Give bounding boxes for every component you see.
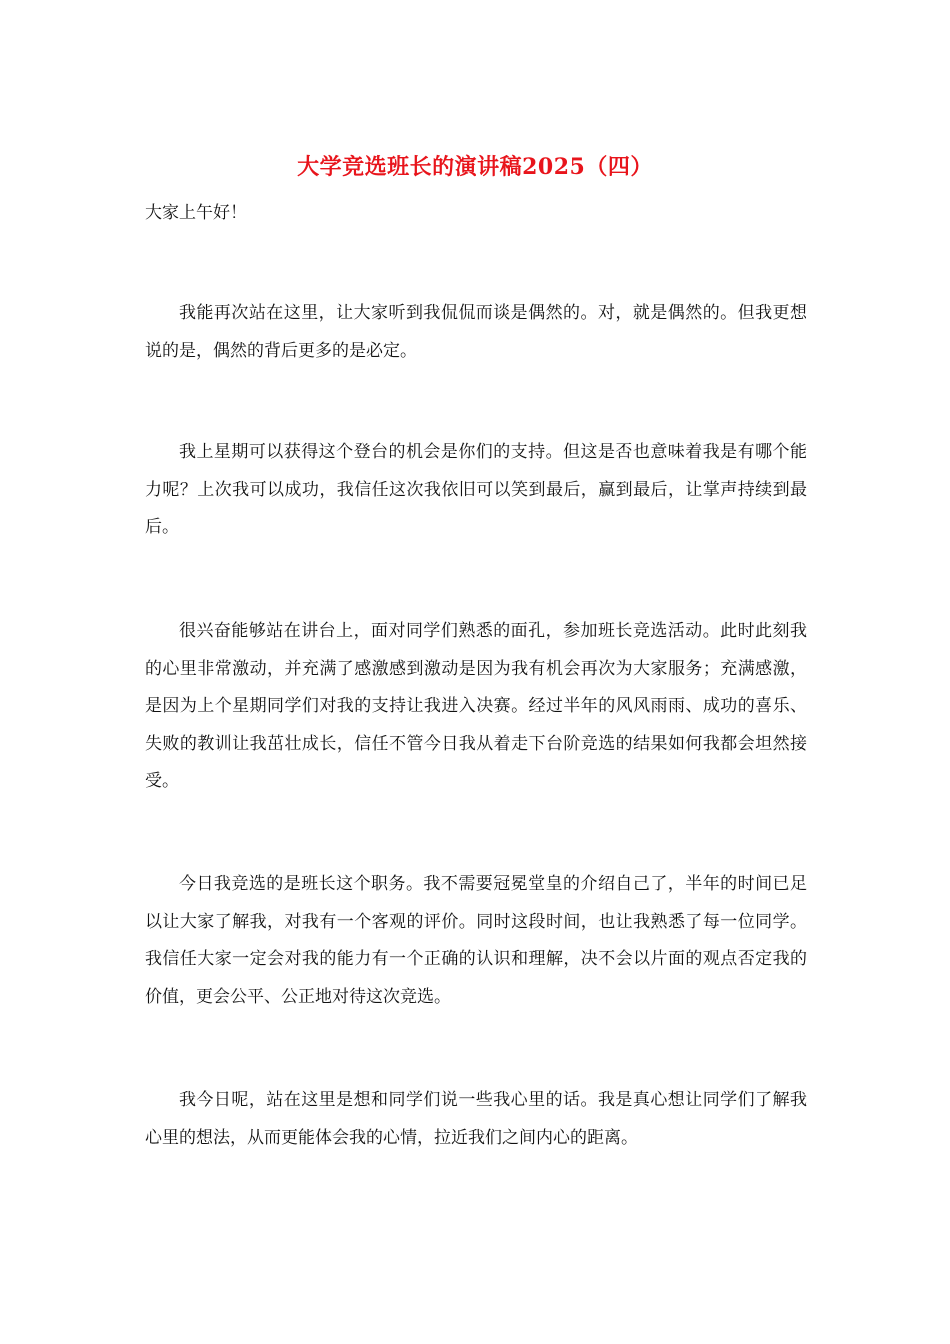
paragraph-3: 很兴奋能够站在讲台上，面对同学们熟悉的面孔，参加班长竞选活动。此时此刻我的心里非常激动，并充满了感激感到激动是因为我有机会再次为大家服务；充满感激，是因为上个星期同学们对我的支持让我进入决赛。经过半年的风风雨雨、成功的喜乐、失败的教训让我茁壮成长，信任不管今日我从着走下台阶竞选的结果如何我都会坦然接受。 — [145, 621, 807, 791]
paragraph-5: 我今日呢，站在这里是想和同学们说一些我心里的话。我是真心想让同学们了解我心里的想法，从而更能体会我的心情，拉近我们之间内心的距离。 — [145, 1090, 807, 1148]
document-title: 大学竞选班长的演讲稿2025（四） — [297, 154, 653, 180]
greeting-line: 大家上午好！ — [145, 203, 247, 223]
paragraph-4: 今日我竞选的是班长这个职务。我不需要冠冕堂皇的介绍自己了，半年的时间已足以让大家了解我，对我有一个客观的评价。同时这段时间，也让我熟悉了每一位同学。我信任大家一定会对我的能力有一个正确的认识和理解，决不会以片面的观点否定我的价值，更会公平、公正地对待这次竞选。 — [145, 874, 807, 1007]
paragraph-2: 我上星期可以获得这个登台的机会是你们的支持。但这是否也意味着我是有哪个能力呢？上次我可以成功，我信任这次我依旧可以笑到最后，赢到最后，让掌声持续到最后。 — [145, 442, 807, 537]
paragraph-1: 我能再次站在这里，让大家听到我侃侃而谈是偶然的。对，就是偶然的。但我更想说的是，偶然的背后更多的是必定。 — [145, 303, 807, 361]
